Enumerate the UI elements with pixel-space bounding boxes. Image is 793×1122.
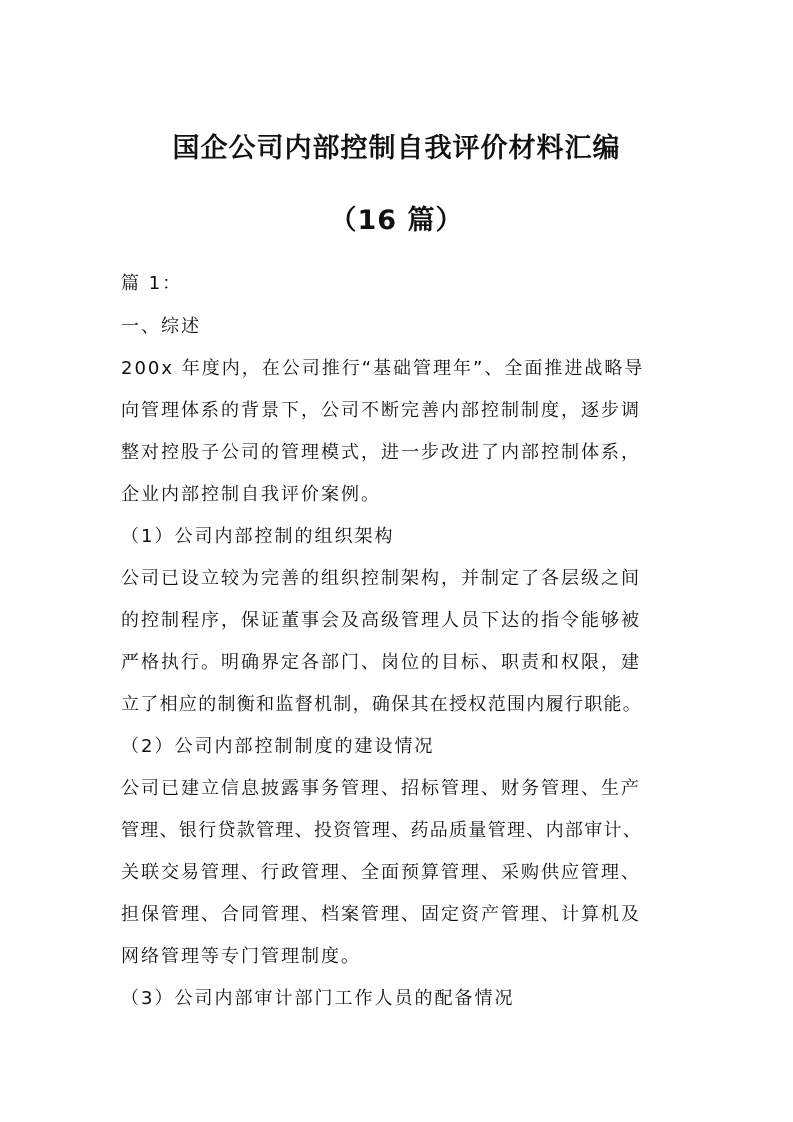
document-subtitle: （16 篇） — [329, 205, 464, 236]
subsection-heading-3: （3）公司内部审计部门工作人员的配备情况 — [121, 988, 515, 1009]
subsection-heading-1: （1）公司内部控制的组织架构 — [121, 526, 395, 547]
paragraph-line: 管理、银行贷款管理、投资管理、药品质量管理、内部审计、 — [121, 820, 643, 841]
section-heading-part-1: 篇 1： — [121, 273, 183, 294]
paragraph-line: 公司已设立较为完善的组织控制架构，并制定了各层级之间 — [121, 568, 641, 589]
paragraph-line: 严格执行。明确界定各部门、岗位的目标、职责和权限，建 — [121, 652, 641, 673]
paragraph-line: 关联交易管理、行政管理、全面预算管理、采购供应管理、 — [121, 862, 641, 883]
paragraph-line: 企业内部控制自我评价案例。 — [121, 484, 381, 505]
section-heading-overview: 一、综述 — [121, 316, 201, 337]
paragraph-line: 网络管理等专门管理制度。 — [121, 946, 361, 967]
paragraph-line: 整对控股子公司的管理模式，进一步改进了内部控制体系， — [121, 442, 641, 463]
paragraph-line: 向管理体系的背景下，公司不断完善内部控制制度，逐步调 — [121, 400, 641, 421]
paragraph-line: 200x 年度内，在公司推行“基础管理年”、全面推进战略导 — [121, 358, 645, 379]
document-title: 国企公司内部控制自我评价材料汇编 — [172, 133, 621, 164]
subsection-heading-2: （2）公司内部控制制度的建设情况 — [121, 736, 435, 757]
paragraph-line: 的控制程序，保证董事会及高级管理人员下达的指令能够被 — [121, 610, 641, 631]
paragraph-line: 担保管理、合同管理、档案管理、固定资产管理、计算机及 — [121, 904, 641, 925]
paragraph-line: 立了相应的制衡和监督机制，确保其在授权范围内履行职能。 — [121, 694, 643, 715]
paragraph-line: 公司已建立信息披露事务管理、招标管理、财务管理、生产 — [121, 778, 641, 799]
